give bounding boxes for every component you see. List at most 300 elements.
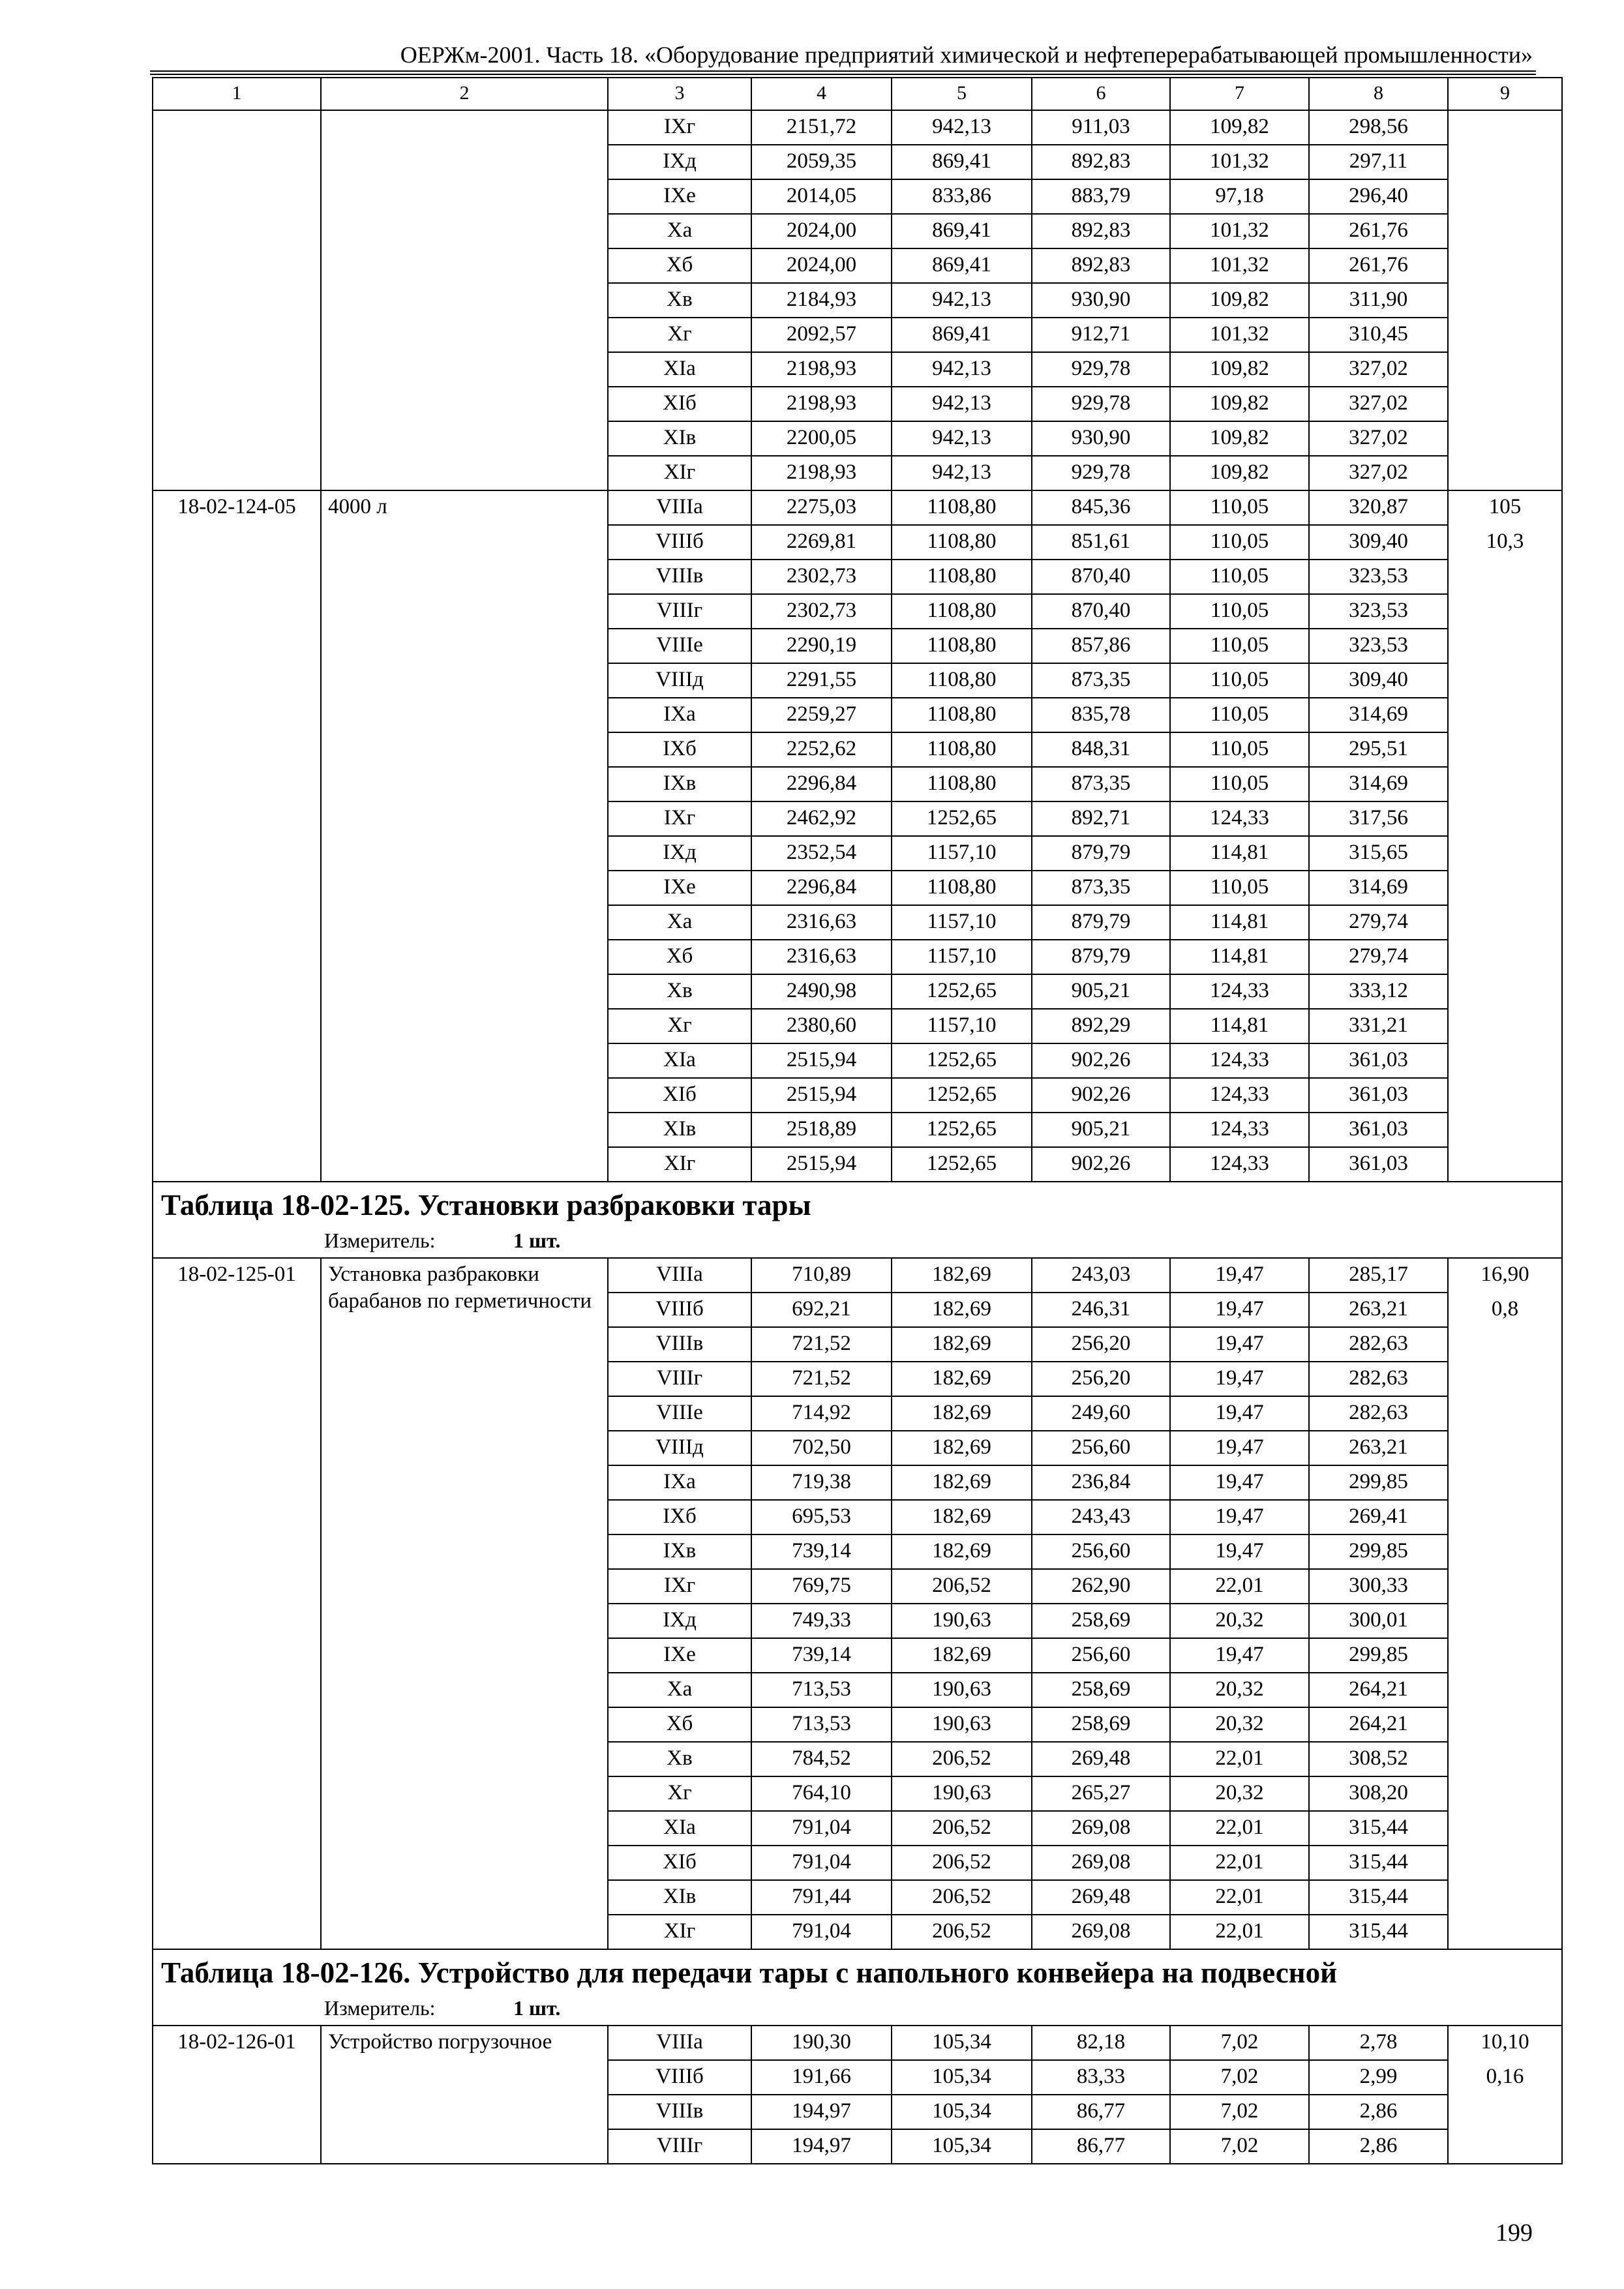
value-cell: 2316,63 <box>751 940 892 974</box>
page-number: 199 <box>1496 2219 1533 2247</box>
value-cell: 299,85 <box>1309 1534 1448 1569</box>
region-code-cell: VIIIд <box>608 1431 751 1465</box>
value-cell: 279,74 <box>1309 905 1448 940</box>
item-name-cell: Устройство погрузочное <box>321 2026 608 2164</box>
value-cell: 269,08 <box>1032 1811 1170 1846</box>
value-cell: 930,90 <box>1032 421 1170 456</box>
value-cell: 714,92 <box>751 1396 892 1431</box>
value-cell: 20,32 <box>1170 1707 1309 1742</box>
value-cell: 110,05 <box>1170 490 1309 525</box>
unit-label: Измеритель: <box>324 1996 436 2020</box>
value-cell: 942,13 <box>892 110 1032 145</box>
value-cell: 1108,80 <box>892 663 1032 698</box>
value-cell: 879,79 <box>1032 836 1170 871</box>
value-cell: 1108,80 <box>892 871 1032 905</box>
value-cell: 327,02 <box>1309 456 1448 490</box>
region-code-cell: IXв <box>608 767 751 801</box>
region-code-cell: XIб <box>608 1846 751 1880</box>
item-name-cell: Установка разбраковки барабанов по герметичности <box>321 1258 608 1949</box>
value-cell: 19,47 <box>1170 1500 1309 1534</box>
value-cell: 835,78 <box>1032 698 1170 732</box>
value-cell: 892,83 <box>1032 214 1170 248</box>
item-code-cell: 18-02-124-05 <box>153 490 321 1182</box>
value-cell: 22,01 <box>1170 1742 1309 1776</box>
value-cell: 182,69 <box>892 1396 1032 1431</box>
value-cell: 110,05 <box>1170 663 1309 698</box>
value-cell: 308,20 <box>1309 1776 1448 1811</box>
region-code-cell: IXе <box>608 871 751 905</box>
value-cell: 7,02 <box>1170 2026 1309 2060</box>
value-cell: 851,61 <box>1032 525 1170 560</box>
value-cell: 2024,00 <box>751 248 892 283</box>
value-cell: 2275,03 <box>751 490 892 525</box>
running-header: ОЕРЖм-2001. Часть 18. «Оборудование предприятий химической и нефтеперерабатывающей промышленности» <box>400 42 1533 68</box>
value-cell: 848,31 <box>1032 732 1170 767</box>
value-cell: 902,26 <box>1032 1043 1170 1078</box>
value-cell: 22,01 <box>1170 1846 1309 1880</box>
value-cell: 2515,94 <box>751 1147 892 1182</box>
value-cell: 206,52 <box>892 1915 1032 1949</box>
value-cell: 323,53 <box>1309 560 1448 594</box>
value-cell: 942,13 <box>892 352 1032 387</box>
value-cell: 857,86 <box>1032 629 1170 663</box>
value-cell: 282,63 <box>1309 1396 1448 1431</box>
value-cell: 323,53 <box>1309 594 1448 629</box>
value-cell: 114,81 <box>1170 836 1309 871</box>
value-cell: 791,04 <box>751 1846 892 1880</box>
region-code-cell: IXд <box>608 1604 751 1638</box>
value-cell: 190,30 <box>751 2026 892 2060</box>
value-cell: 110,05 <box>1170 629 1309 663</box>
value-cell: 206,52 <box>892 1569 1032 1604</box>
region-code-cell: Xв <box>608 974 751 1009</box>
region-code-cell: VIIIг <box>608 2129 751 2164</box>
value-cell: 929,78 <box>1032 352 1170 387</box>
value-cell: 361,03 <box>1309 1043 1448 1078</box>
item-code-cell: 18-02-125-01 <box>153 1258 321 1949</box>
value-cell: 19,47 <box>1170 1396 1309 1431</box>
value-cell: 2,86 <box>1309 2129 1448 2164</box>
value-cell: 327,02 <box>1309 387 1448 421</box>
value-cell: 892,29 <box>1032 1009 1170 1043</box>
value-cell: 739,14 <box>751 1534 892 1569</box>
region-code-cell: IXб <box>608 1500 751 1534</box>
value-cell: 300,33 <box>1309 1569 1448 1604</box>
value-cell: 19,47 <box>1170 1431 1309 1465</box>
value-cell: 719,38 <box>751 1465 892 1500</box>
value-cell: 315,44 <box>1309 1880 1448 1915</box>
column-number: 3 <box>608 78 751 110</box>
value-cell: 263,21 <box>1309 1293 1448 1327</box>
value-cell: 2296,84 <box>751 767 892 801</box>
value-cell: 82,18 <box>1032 2026 1170 2060</box>
value-cell: 206,52 <box>892 1742 1032 1776</box>
region-code-cell: XIг <box>608 456 751 490</box>
value-cell: 124,33 <box>1170 1043 1309 1078</box>
region-code-cell: XIг <box>608 1915 751 1949</box>
value-cell: 1157,10 <box>892 1009 1032 1043</box>
value-cell: 269,08 <box>1032 1846 1170 1880</box>
value-cell: 314,69 <box>1309 698 1448 732</box>
value-cell: 114,81 <box>1170 940 1309 974</box>
value-cell: 20,32 <box>1170 1604 1309 1638</box>
value-cell: 110,05 <box>1170 871 1309 905</box>
value-cell: 191,66 <box>751 2060 892 2095</box>
resource-value: 0,16 <box>1486 2065 1524 2088</box>
header-rule-bottom <box>150 74 1536 75</box>
region-code-cell: Xб <box>608 248 751 283</box>
value-cell: 2024,00 <box>751 214 892 248</box>
value-cell: 256,60 <box>1032 1534 1170 1569</box>
value-cell: 892,83 <box>1032 145 1170 179</box>
table-row <box>153 1258 1562 1293</box>
header-rule-top <box>150 70 1536 72</box>
value-cell: 873,35 <box>1032 663 1170 698</box>
region-code-cell: VIIIб <box>608 2060 751 2095</box>
value-cell: 105,34 <box>892 2026 1032 2060</box>
value-cell: 124,33 <box>1170 974 1309 1009</box>
value-cell: 2092,57 <box>751 318 892 352</box>
value-cell: 19,47 <box>1170 1465 1309 1500</box>
value-cell: 263,21 <box>1309 1431 1448 1465</box>
value-cell: 2259,27 <box>751 698 892 732</box>
value-cell: 713,53 <box>751 1707 892 1742</box>
value-cell: 1157,10 <box>892 836 1032 871</box>
value-cell: 317,56 <box>1309 801 1448 836</box>
resource-cell <box>1448 1258 1562 1949</box>
value-cell: 695,53 <box>751 1500 892 1534</box>
value-cell: 721,52 <box>751 1362 892 1396</box>
section-unit <box>153 1993 1561 2023</box>
value-cell: 256,60 <box>1032 1431 1170 1465</box>
value-cell: 902,26 <box>1032 1078 1170 1113</box>
value-cell: 870,40 <box>1032 594 1170 629</box>
value-cell: 256,20 <box>1032 1362 1170 1396</box>
value-cell: 7,02 <box>1170 2060 1309 2095</box>
value-cell: 879,79 <box>1032 940 1170 974</box>
value-cell: 2198,93 <box>751 352 892 387</box>
table-row <box>153 490 1562 525</box>
value-cell: 692,21 <box>751 1293 892 1327</box>
value-cell: 2059,35 <box>751 145 892 179</box>
value-cell: 182,69 <box>892 1293 1032 1327</box>
value-cell: 942,13 <box>892 456 1032 490</box>
value-cell: 124,33 <box>1170 1113 1309 1147</box>
value-cell: 869,41 <box>892 145 1032 179</box>
value-cell: 1252,65 <box>892 1147 1032 1182</box>
value-cell: 929,78 <box>1032 456 1170 490</box>
value-cell: 1252,65 <box>892 801 1032 836</box>
value-cell: 101,32 <box>1170 145 1309 179</box>
value-cell: 110,05 <box>1170 594 1309 629</box>
value-cell: 7,02 <box>1170 2129 1309 2164</box>
value-cell: 870,40 <box>1032 560 1170 594</box>
resource-value: 0,8 <box>1491 1297 1519 1321</box>
value-cell: 299,85 <box>1309 1638 1448 1673</box>
value-cell: 314,69 <box>1309 767 1448 801</box>
region-code-cell: VIIIб <box>608 1293 751 1327</box>
value-cell: 361,03 <box>1309 1147 1448 1182</box>
value-cell: 791,04 <box>751 1915 892 1949</box>
region-code-cell: VIIIе <box>608 629 751 663</box>
value-cell: 101,32 <box>1170 318 1309 352</box>
value-cell: 19,47 <box>1170 1362 1309 1396</box>
resource-value: 105 <box>1488 495 1522 518</box>
value-cell: 97,18 <box>1170 179 1309 214</box>
resource-cell <box>1448 490 1562 1182</box>
value-cell: 182,69 <box>892 1258 1032 1293</box>
region-code-cell: IXг <box>608 1569 751 1604</box>
value-cell: 2490,98 <box>751 974 892 1009</box>
value-cell: 314,69 <box>1309 871 1448 905</box>
value-cell: 929,78 <box>1032 387 1170 421</box>
value-cell: 258,69 <box>1032 1673 1170 1707</box>
region-code-cell: VIIIе <box>608 1396 751 1431</box>
value-cell: 124,33 <box>1170 801 1309 836</box>
unit-value: 1 шт. <box>513 1996 561 2020</box>
region-code-cell: Xа <box>608 905 751 940</box>
value-cell: 721,52 <box>751 1327 892 1362</box>
region-code-cell: XIв <box>608 1113 751 1147</box>
value-cell: 110,05 <box>1170 525 1309 560</box>
resource-value: 16,90 <box>1481 1263 1529 1286</box>
value-cell: 320,87 <box>1309 490 1448 525</box>
value-cell: 791,04 <box>751 1811 892 1846</box>
value-cell: 19,47 <box>1170 1638 1309 1673</box>
region-code-cell: VIIIб <box>608 525 751 560</box>
value-cell: 892,83 <box>1032 248 1170 283</box>
value-cell: 2291,55 <box>751 663 892 698</box>
value-cell: 299,85 <box>1309 1465 1448 1500</box>
value-cell: 109,82 <box>1170 283 1309 318</box>
value-cell: 269,41 <box>1309 1500 1448 1534</box>
value-cell: 269,08 <box>1032 1915 1170 1949</box>
value-cell: 256,20 <box>1032 1327 1170 1362</box>
value-cell: 22,01 <box>1170 1811 1309 1846</box>
value-cell: 873,35 <box>1032 767 1170 801</box>
value-cell: 269,48 <box>1032 1742 1170 1776</box>
value-cell: 114,81 <box>1170 905 1309 940</box>
region-code-cell: Xа <box>608 214 751 248</box>
region-code-cell: IXа <box>608 698 751 732</box>
value-cell: 2515,94 <box>751 1078 892 1113</box>
value-cell: 279,74 <box>1309 940 1448 974</box>
estimate-table <box>152 77 1563 2164</box>
value-cell: 190,63 <box>892 1707 1032 1742</box>
value-cell: 902,26 <box>1032 1147 1170 1182</box>
value-cell: 22,01 <box>1170 1880 1309 1915</box>
region-code-cell: Xб <box>608 1707 751 1742</box>
value-cell: 361,03 <box>1309 1113 1448 1147</box>
value-cell: 86,77 <box>1032 2095 1170 2129</box>
value-cell: 182,69 <box>892 1465 1032 1500</box>
value-cell: 739,14 <box>751 1638 892 1673</box>
region-code-cell: Xг <box>608 1009 751 1043</box>
value-cell: 1252,65 <box>892 974 1032 1009</box>
value-cell: 308,52 <box>1309 1742 1448 1776</box>
value-cell: 194,97 <box>751 2129 892 2164</box>
value-cell: 7,02 <box>1170 2095 1309 2129</box>
value-cell: 2462,92 <box>751 801 892 836</box>
value-cell: 182,69 <box>892 1638 1032 1673</box>
value-cell: 2200,05 <box>751 421 892 456</box>
region-code-cell: Xб <box>608 940 751 974</box>
value-cell: 1252,65 <box>892 1113 1032 1147</box>
value-cell: 110,05 <box>1170 698 1309 732</box>
value-cell: 869,41 <box>892 248 1032 283</box>
value-cell: 256,60 <box>1032 1638 1170 1673</box>
value-cell: 282,63 <box>1309 1362 1448 1396</box>
value-cell: 2198,93 <box>751 387 892 421</box>
value-cell: 261,76 <box>1309 214 1448 248</box>
column-number: 5 <box>892 78 1032 110</box>
value-cell: 194,97 <box>751 2095 892 2129</box>
value-cell: 2515,94 <box>751 1043 892 1078</box>
value-cell: 182,69 <box>892 1362 1032 1396</box>
region-code-cell: XIв <box>608 1880 751 1915</box>
value-cell: 883,79 <box>1032 179 1170 214</box>
region-code-cell: IXд <box>608 145 751 179</box>
value-cell: 1108,80 <box>892 767 1032 801</box>
value-cell: 2,78 <box>1309 2026 1448 2060</box>
value-cell: 19,47 <box>1170 1258 1309 1293</box>
value-cell: 333,12 <box>1309 974 1448 1009</box>
value-cell: 110,05 <box>1170 732 1309 767</box>
region-code-cell: IXг <box>608 801 751 836</box>
value-cell: 243,03 <box>1032 1258 1170 1293</box>
value-cell: 2352,54 <box>751 836 892 871</box>
value-cell: 315,65 <box>1309 836 1448 871</box>
value-cell: 109,82 <box>1170 456 1309 490</box>
column-number: 9 <box>1448 78 1562 110</box>
value-cell: 297,11 <box>1309 145 1448 179</box>
value-cell: 702,50 <box>751 1431 892 1465</box>
value-cell: 833,86 <box>892 179 1032 214</box>
region-code-cell: IXа <box>608 1465 751 1500</box>
value-cell: 101,32 <box>1170 248 1309 283</box>
item-code-cell: 18-02-126-01 <box>153 2026 321 2164</box>
value-cell: 2296,84 <box>751 871 892 905</box>
table-row <box>153 2026 1562 2060</box>
value-cell: 109,82 <box>1170 387 1309 421</box>
value-cell: 124,33 <box>1170 1147 1309 1182</box>
column-number: 1 <box>153 78 321 110</box>
region-code-cell: Xв <box>608 1742 751 1776</box>
value-cell: 264,21 <box>1309 1707 1448 1742</box>
value-cell: 1108,80 <box>892 698 1032 732</box>
region-code-cell: VIIIв <box>608 2095 751 2129</box>
value-cell: 190,63 <box>892 1776 1032 1811</box>
value-cell: 749,33 <box>751 1604 892 1638</box>
unit-value: 1 шт. <box>513 1229 561 1252</box>
region-code-cell: IXе <box>608 179 751 214</box>
region-code-cell: Xа <box>608 1673 751 1707</box>
value-cell: 182,69 <box>892 1500 1032 1534</box>
value-cell: 182,69 <box>892 1431 1032 1465</box>
value-cell: 258,69 <box>1032 1707 1170 1742</box>
value-cell: 942,13 <box>892 283 1032 318</box>
resource-value: 10,3 <box>1486 530 1524 553</box>
value-cell: 182,69 <box>892 1534 1032 1569</box>
table-body <box>153 78 1562 2164</box>
column-number: 2 <box>321 78 608 110</box>
value-cell: 2151,72 <box>751 110 892 145</box>
value-cell: 109,82 <box>1170 421 1309 456</box>
value-cell: 912,71 <box>1032 318 1170 352</box>
value-cell: 769,75 <box>751 1569 892 1604</box>
value-cell: 327,02 <box>1309 352 1448 387</box>
value-cell: 869,41 <box>892 214 1032 248</box>
value-cell: 19,47 <box>1170 1293 1309 1327</box>
value-cell: 236,84 <box>1032 1465 1170 1500</box>
value-cell: 105,34 <box>892 2060 1032 2095</box>
region-code-cell: XIг <box>608 1147 751 1182</box>
value-cell: 2380,60 <box>751 1009 892 1043</box>
resource-cell <box>1448 2026 1562 2164</box>
value-cell: 309,40 <box>1309 525 1448 560</box>
value-cell: 869,41 <box>892 318 1032 352</box>
resource-cell <box>1448 110 1562 490</box>
value-cell: 1108,80 <box>892 594 1032 629</box>
section-header-row <box>153 1182 1562 1258</box>
value-cell: 791,44 <box>751 1880 892 1915</box>
value-cell: 930,90 <box>1032 283 1170 318</box>
value-cell: 105,34 <box>892 2129 1032 2164</box>
value-cell: 327,02 <box>1309 421 1448 456</box>
value-cell: 315,44 <box>1309 1846 1448 1880</box>
value-cell: 190,63 <box>892 1604 1032 1638</box>
value-cell: 2252,62 <box>751 732 892 767</box>
region-code-cell: XIа <box>608 352 751 387</box>
value-cell: 22,01 <box>1170 1915 1309 1949</box>
region-code-cell: XIб <box>608 1078 751 1113</box>
region-code-cell: VIIIг <box>608 594 751 629</box>
value-cell: 124,33 <box>1170 1078 1309 1113</box>
value-cell: 2302,73 <box>751 594 892 629</box>
value-cell: 2198,93 <box>751 456 892 490</box>
value-cell: 310,45 <box>1309 318 1448 352</box>
value-cell: 298,56 <box>1309 110 1448 145</box>
value-cell: 2269,81 <box>751 525 892 560</box>
value-cell: 2518,89 <box>751 1113 892 1147</box>
value-cell: 911,03 <box>1032 110 1170 145</box>
value-cell: 311,90 <box>1309 283 1448 318</box>
value-cell: 243,43 <box>1032 1500 1170 1534</box>
value-cell: 1157,10 <box>892 940 1032 974</box>
value-cell: 2014,05 <box>751 179 892 214</box>
item-code-cell <box>153 110 321 490</box>
value-cell: 905,21 <box>1032 1113 1170 1147</box>
value-cell: 20,32 <box>1170 1673 1309 1707</box>
value-cell: 282,63 <box>1309 1327 1448 1362</box>
value-cell: 315,44 <box>1309 1811 1448 1846</box>
unit-label: Измеритель: <box>324 1229 436 1252</box>
section-header-row <box>153 1949 1562 2026</box>
value-cell: 1108,80 <box>892 560 1032 594</box>
value-cell: 190,63 <box>892 1673 1032 1707</box>
section-title: Таблица 18-02-126. Устройство для передачи тары с напольного конвейера на подвесной <box>161 1956 1338 1989</box>
resource-value: 10,10 <box>1481 2030 1529 2054</box>
region-code-cell: IXб <box>608 732 751 767</box>
value-cell: 249,60 <box>1032 1396 1170 1431</box>
value-cell: 2290,19 <box>751 629 892 663</box>
value-cell: 110,05 <box>1170 560 1309 594</box>
column-number-row <box>153 78 1562 110</box>
region-code-cell: Xв <box>608 283 751 318</box>
value-cell: 873,35 <box>1032 871 1170 905</box>
region-code-cell: XIб <box>608 387 751 421</box>
value-cell: 942,13 <box>892 421 1032 456</box>
